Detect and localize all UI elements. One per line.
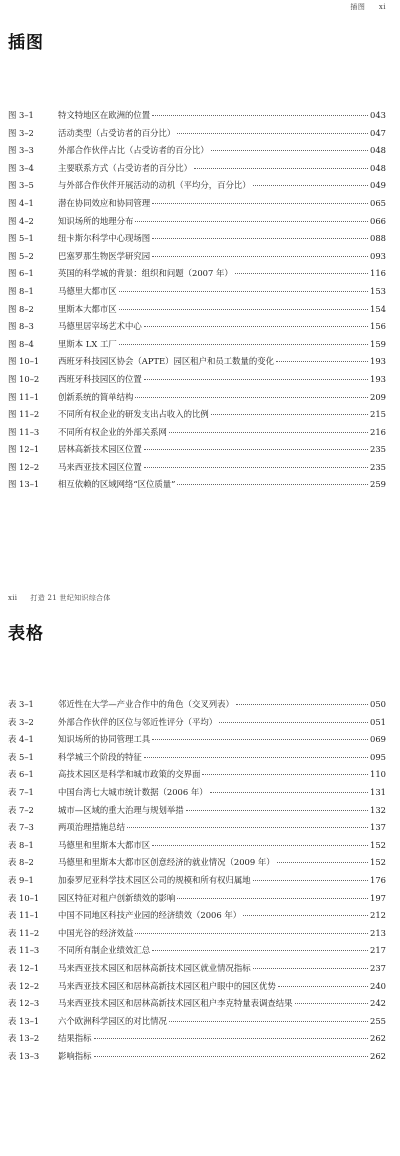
entry-page-number: 193	[370, 373, 386, 384]
dot-leader	[152, 238, 368, 239]
entry-number: 图 11–2	[8, 409, 40, 420]
tables-title: 表格	[8, 624, 44, 644]
table-entry[interactable]	[8, 854, 386, 872]
table-entry[interactable]	[8, 1030, 386, 1048]
entry-number: 图 5–1	[8, 233, 34, 244]
figures-list	[8, 107, 386, 494]
entry-page-number: 240	[370, 980, 386, 991]
tables-page	[0, 578, 400, 1156]
entry-title: 活动类型（占受访者的百分比）	[58, 127, 176, 138]
figure-entry[interactable]	[8, 265, 386, 283]
figure-entry[interactable]	[8, 441, 386, 459]
entry-page-number: 153	[370, 285, 386, 296]
entry-page-number: 255	[370, 1015, 386, 1026]
entry-title: 城市—区域的重大治理与规划举措	[58, 804, 184, 815]
entry-number: 表 8–1	[8, 839, 34, 850]
entry-number: 图 5–2	[8, 250, 34, 261]
dot-leader	[144, 467, 368, 468]
dot-leader	[177, 484, 368, 485]
entry-page-number: 095	[370, 751, 386, 762]
entry-number: 图 3–3	[8, 145, 34, 156]
entry-page-number: 043	[370, 110, 386, 120]
entry-title: 两项治理措施总结	[58, 822, 125, 833]
entry-page-number: 152	[370, 839, 386, 850]
table-entry[interactable]	[8, 731, 386, 749]
dot-leader	[152, 256, 368, 257]
entry-page-number: 093	[370, 250, 386, 261]
dot-leader	[210, 792, 368, 793]
entry-number: 图 11–1	[8, 391, 40, 402]
running-head-book-title: 打造 21 世纪知识综合体	[30, 594, 111, 602]
entry-title: 不同所有权企业的研发支出占收入的比例	[58, 409, 209, 420]
entry-page-number: 217	[370, 945, 386, 956]
entry-number: 图 4–1	[8, 197, 34, 208]
entry-page-number: 212	[370, 910, 386, 921]
entry-page-number: 088	[370, 233, 386, 244]
entry-page-number: 154	[370, 303, 386, 314]
entry-page-number: 159	[370, 338, 386, 349]
figure-entry[interactable]	[8, 406, 386, 424]
dot-leader	[211, 150, 368, 151]
dot-leader	[219, 722, 368, 723]
figure-entry[interactable]	[8, 301, 386, 319]
entry-page-number: 050	[370, 699, 386, 709]
figure-entry[interactable]	[8, 160, 386, 178]
entry-number: 图 3–4	[8, 162, 34, 173]
entry-title: 不同所有权企业的外部关系网	[58, 426, 167, 437]
dot-leader	[144, 379, 368, 380]
entry-number: 表 10–1	[8, 892, 40, 903]
figure-entry[interactable]	[8, 195, 386, 213]
entry-page-number: 048	[370, 162, 386, 173]
table-entry[interactable]	[8, 696, 386, 714]
dot-leader	[94, 1038, 369, 1039]
table-entry[interactable]	[8, 1048, 386, 1066]
table-entry[interactable]	[8, 995, 386, 1013]
running-head-page-number: xi	[378, 3, 386, 11]
entry-page-number: 242	[370, 998, 386, 1009]
entry-number: 表 11–3	[8, 945, 40, 956]
entry-number: 图 3–1	[8, 110, 34, 120]
figure-entry[interactable]	[8, 389, 386, 407]
entry-title: 英国的科学城的背景：组织和问题（2007 年）	[58, 268, 233, 279]
entry-title: 中国不同地区科技产业园的经济绩效（2006 年）	[58, 910, 242, 921]
entry-number: 表 7–2	[8, 804, 34, 815]
running-head	[8, 593, 111, 603]
entry-number: 表 12–3	[8, 998, 40, 1009]
entry-number: 图 12–2	[8, 461, 40, 472]
entry-title: 马来西亚技术园区和居林高新技术园区就业情况指标	[58, 962, 251, 973]
table-entry[interactable]	[8, 907, 386, 925]
dot-leader	[235, 273, 368, 274]
entry-title: 马来西亚技术园区位置	[58, 461, 142, 472]
entry-number: 图 3–5	[8, 180, 34, 191]
dot-leader	[119, 344, 368, 345]
figure-entry[interactable]	[8, 107, 386, 125]
entry-page-number: 110	[370, 769, 386, 780]
entry-page-number: 049	[370, 180, 386, 191]
entry-title: 马德里和里斯本大都市区创意经济的就业情况（2009 年）	[58, 857, 275, 868]
entry-page-number: 137	[370, 822, 386, 833]
dot-leader	[253, 968, 368, 969]
entry-page-number: 215	[370, 409, 386, 420]
entry-page-number: 069	[370, 734, 386, 745]
entry-number: 表 12–1	[8, 962, 40, 973]
running-head-page-number: xii	[8, 594, 18, 602]
entry-title: 马德里大都市区	[58, 285, 117, 296]
dot-leader	[295, 1003, 369, 1004]
dot-leader	[135, 221, 368, 222]
entry-page-number: 235	[370, 461, 386, 472]
table-entry[interactable]	[8, 942, 386, 960]
entry-number: 表 13–2	[8, 1033, 40, 1044]
entry-title: 马德里和里斯本大都市区	[58, 839, 151, 850]
entry-number: 表 11–1	[8, 910, 40, 921]
entry-number: 表 13–3	[8, 1050, 40, 1061]
dot-leader	[253, 185, 368, 186]
entry-title: 主要联系方式（占受访者的百分比）	[58, 162, 192, 173]
entry-number: 表 8–2	[8, 857, 34, 868]
entry-number: 图 8–4	[8, 338, 34, 349]
entry-title: 纽卡斯尔科学中心现场图	[58, 233, 151, 244]
table-entry[interactable]	[8, 714, 386, 732]
entry-page-number: 047	[370, 127, 386, 138]
entry-title: 六个欧洲科学园区的对比情况	[58, 1015, 167, 1026]
dot-leader	[169, 432, 368, 433]
entry-title: 外部合作伙伴占比（占受访者的百分比）	[58, 145, 209, 156]
entry-number: 图 11–3	[8, 426, 40, 437]
entry-title: 高技术园区是科学和城市政策的交界面	[58, 769, 201, 780]
entry-number: 表 4–1	[8, 734, 34, 745]
dot-leader	[186, 810, 368, 811]
entry-number: 表 3–2	[8, 716, 34, 727]
entry-title: 知识场所的地理分布	[58, 215, 134, 226]
entry-title: 马德里居宰场艺术中心	[58, 321, 142, 332]
dot-leader	[144, 449, 368, 450]
entry-page-number: 216	[370, 426, 386, 437]
dot-leader	[253, 880, 368, 881]
entry-title: 里斯本大都市区	[58, 303, 117, 314]
entry-number: 图 4–2	[8, 215, 34, 226]
entry-page-number: 176	[370, 874, 386, 885]
figure-entry[interactable]	[8, 125, 386, 143]
entry-number: 表 12–2	[8, 980, 40, 991]
entry-title: 相互依赖的区域网络“区位质量”	[58, 479, 176, 490]
entry-number: 表 5–1	[8, 751, 34, 762]
running-head	[350, 2, 386, 12]
entry-page-number: 259	[370, 479, 386, 490]
table-entry[interactable]	[8, 749, 386, 767]
entry-title: 中国台湾七大城市统计数据（2006 年）	[58, 786, 208, 797]
dot-leader	[152, 845, 368, 846]
dot-leader	[169, 1021, 368, 1022]
entry-title: 中国光谷的经济效益	[58, 927, 134, 938]
entry-title: 园区特征对租户创新绩效的影响	[58, 892, 176, 903]
dot-leader	[152, 950, 368, 951]
entry-title: 邻近性在大学—产业合作中的角色（交叉列表）	[58, 699, 234, 709]
entry-title: 加泰罗尼亚科学技术园区公司的规模和所有权归属地	[58, 874, 251, 885]
figures-title: 插图	[8, 33, 44, 53]
entry-title: 科学城三个阶段的特征	[58, 751, 142, 762]
figure-entry[interactable]	[8, 336, 386, 354]
table-entry[interactable]	[8, 819, 386, 837]
entry-page-number: 116	[370, 268, 386, 279]
entry-title: 创新系统的简单结构	[58, 391, 134, 402]
tables-list	[8, 696, 386, 1065]
dot-leader	[144, 757, 368, 758]
entry-page-number: 152	[370, 857, 386, 868]
entry-number: 表 9–1	[8, 874, 34, 885]
entry-number: 图 13–1	[8, 479, 40, 490]
table-entry[interactable]	[8, 960, 386, 978]
entry-number: 表 3–1	[8, 699, 34, 709]
entry-page-number: 051	[370, 716, 386, 727]
entry-page-number: 209	[370, 391, 386, 402]
table-entry[interactable]	[8, 890, 386, 908]
entry-number: 表 7–1	[8, 786, 34, 797]
figure-entry[interactable]	[8, 459, 386, 477]
table-entry[interactable]	[8, 784, 386, 802]
dot-leader	[177, 133, 368, 134]
figure-entry[interactable]	[8, 213, 386, 231]
entry-title: 西班牙科技园区协会（APTE）园区租户和员工数量的变化	[58, 356, 275, 367]
entry-page-number: 193	[370, 356, 386, 367]
dot-leader	[152, 115, 368, 116]
entry-title: 与外部合作伙伴开展活动的动机（平均分，百分比）	[58, 180, 251, 191]
entry-title: 里斯本 LX 工厂	[58, 338, 117, 349]
entry-title: 潜在协同效应和协同管理	[58, 197, 151, 208]
figure-entry[interactable]	[8, 230, 386, 248]
table-entry[interactable]	[8, 766, 386, 784]
dot-leader	[152, 739, 368, 740]
entry-title: 特文特地区在欧洲的位置	[58, 110, 151, 120]
entry-page-number: 237	[370, 962, 386, 973]
dot-leader	[144, 326, 368, 327]
entry-number: 图 12–1	[8, 444, 40, 455]
dot-leader	[119, 291, 368, 292]
figure-entry[interactable]	[8, 476, 386, 494]
entry-number: 图 8–2	[8, 303, 34, 314]
entry-page-number: 213	[370, 927, 386, 938]
entry-number: 图 8–1	[8, 285, 34, 296]
entry-number: 表 13–1	[8, 1015, 40, 1026]
entry-page-number: 197	[370, 892, 386, 903]
dot-leader	[278, 986, 368, 987]
dot-leader	[236, 704, 368, 705]
entry-title: 外部合作伙伴的区位与邻近性评分（平均）	[58, 716, 218, 727]
entry-title: 不同所有制企业绩效汇总	[58, 945, 151, 956]
running-head-section: 插图	[350, 3, 366, 11]
dot-leader	[152, 203, 368, 204]
dot-leader	[277, 862, 368, 863]
entry-title: 马来西亚技术园区和居林高新技术园区租户眼中的园区优势	[58, 980, 276, 991]
figure-entry[interactable]	[8, 318, 386, 336]
entry-page-number: 131	[370, 786, 386, 797]
dot-leader	[177, 898, 368, 899]
figure-entry[interactable]	[8, 353, 386, 371]
table-entry[interactable]	[8, 1013, 386, 1031]
entry-page-number: 235	[370, 444, 386, 455]
entry-title: 马来西亚技术园区和居林高新技术园区租户李克特量表调查结果	[58, 998, 293, 1009]
dot-leader	[135, 397, 368, 398]
entry-number: 图 8–3	[8, 321, 34, 332]
figure-entry[interactable]	[8, 177, 386, 195]
entry-page-number: 065	[370, 197, 386, 208]
entry-page-number: 262	[370, 1050, 386, 1061]
entry-page-number: 156	[370, 321, 386, 332]
entry-title: 居林高新技术园区位置	[58, 444, 142, 455]
table-entry[interactable]	[8, 837, 386, 855]
table-entry[interactable]	[8, 925, 386, 943]
figure-entry[interactable]	[8, 371, 386, 389]
dot-leader	[276, 361, 368, 362]
entry-number: 图 10–2	[8, 373, 40, 384]
entry-number: 表 11–2	[8, 927, 40, 938]
table-entry[interactable]	[8, 802, 386, 820]
entry-title: 西班牙科技园区的位置	[58, 373, 142, 384]
entry-title: 影响指标	[58, 1050, 92, 1061]
dot-leader	[94, 1056, 369, 1057]
dot-leader	[194, 168, 368, 169]
entry-number: 图 3–2	[8, 127, 34, 138]
dot-leader	[243, 915, 368, 916]
dot-leader	[119, 309, 368, 310]
entry-page-number: 262	[370, 1033, 386, 1044]
entry-title: 结果指标	[58, 1033, 92, 1044]
entry-page-number: 048	[370, 145, 386, 156]
entry-title: 巴塞罗那生物医学研究园	[58, 250, 151, 261]
table-entry[interactable]	[8, 978, 386, 996]
entry-number: 图 6–1	[8, 268, 34, 279]
dot-leader	[202, 774, 368, 775]
figure-entry[interactable]	[8, 248, 386, 266]
entry-title: 知识场所的协同管理工具	[58, 734, 151, 745]
entry-number: 表 6–1	[8, 769, 34, 780]
figure-entry[interactable]	[8, 142, 386, 160]
dot-leader	[135, 933, 368, 934]
entry-page-number: 066	[370, 215, 386, 226]
dot-leader	[211, 414, 368, 415]
dot-leader	[127, 827, 368, 828]
entry-page-number: 132	[370, 804, 386, 815]
entry-number: 图 10–1	[8, 356, 40, 367]
entry-number: 表 7–3	[8, 822, 34, 833]
figure-entry[interactable]	[8, 424, 386, 442]
figure-entry[interactable]	[8, 283, 386, 301]
table-entry[interactable]	[8, 872, 386, 890]
